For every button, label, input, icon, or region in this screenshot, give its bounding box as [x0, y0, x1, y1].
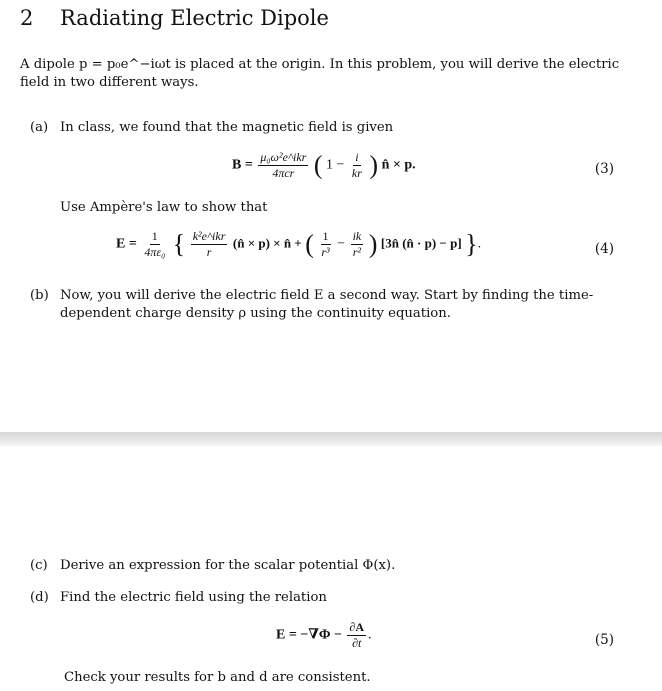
intro-line-2: field in two different ways. [20, 75, 199, 90]
eq3-fraction [258, 150, 308, 181]
eq4-open-brace: { [172, 229, 186, 259]
eq4-t2a-num: 1 [322, 229, 329, 243]
part-d-text: Find the electric field using the relation [60, 590, 327, 605]
eq3-paren-one: 1 − [325, 157, 345, 173]
part-b-line-2: dependent charge density ρ using the continuity equation. [60, 306, 451, 321]
eq4-t1-den: r [206, 245, 212, 259]
eq5-frac-num: ∂A [349, 620, 365, 634]
equation-5-number: (5) [594, 632, 614, 648]
eq3-inner-fraction [350, 150, 364, 181]
closing-text: Check your results for b and d are consistent. [64, 670, 371, 685]
eq3-lhs: B = [232, 157, 253, 173]
eq4-open-paren: ( [305, 229, 314, 259]
eq4-t2b-den: r² [352, 245, 362, 259]
eq3-inner-den: kr [351, 166, 362, 180]
eq3-inner-num: i [355, 150, 359, 164]
eq4-t2-rest: [3n̂ (n̂ · p) − p] [380, 235, 462, 251]
intro-line-1: A dipole p = p₀e^−iωt is placed at the origin. In this problem, you will derive the electric [20, 57, 620, 72]
part-a-label: (a) [30, 120, 49, 135]
equation-3 [232, 150, 416, 181]
eq4-t2b-num: ik [352, 229, 362, 243]
eq3-frac-den: 4πcr [272, 166, 295, 180]
eq5-fraction [347, 620, 366, 651]
equation-4-number: (4) [594, 241, 614, 257]
eq4-pre-num: 1 [151, 229, 158, 243]
eq3-open-paren: ( [313, 150, 323, 180]
eq4-close-brace: } [465, 229, 478, 259]
equation-4 [116, 229, 481, 260]
section-number: 2 [20, 6, 34, 30]
eq4-minus: − [337, 236, 346, 252]
eq4-term2b-fraction [351, 229, 364, 260]
eq4-term1-fraction [191, 229, 228, 260]
part-a-use-text: Use Ampère's law to show that [60, 200, 268, 215]
part-b-line-1: Now, you will derive the electric field E a second way. Start by finding the time- [60, 288, 594, 303]
section-title: Radiating Electric Dipole [60, 6, 329, 30]
eq4-end: . [477, 236, 482, 252]
part-b-label: (b) [30, 288, 49, 303]
eq3-close-paren: ) [369, 150, 379, 180]
eq5-end: . [368, 627, 372, 643]
eq4-t2a-den: r³ [321, 245, 330, 259]
eq4-pre-den: 4πε₀ [144, 245, 166, 259]
part-a-text: In class, we found that the magnetic field is given [60, 120, 394, 135]
eq5-frac-den: ∂t [352, 636, 362, 650]
eq3-rhs: n̂ × p. [381, 157, 416, 173]
eq5-lhs: E = −∇Φ − [276, 627, 342, 643]
page-divider [0, 432, 662, 446]
equation-3-number: (3) [594, 161, 614, 177]
eq4-lhs: E = [116, 236, 137, 252]
part-c-text: Derive an expression for the scalar potential Φ(x). [60, 558, 396, 573]
eq4-close-paren: ) [368, 229, 378, 259]
equation-5 [276, 620, 372, 651]
part-d-label: (d) [30, 590, 49, 605]
eq3-frac-num: μ₀ω²e^ikr [260, 150, 307, 164]
part-c-label: (c) [30, 558, 48, 573]
eq4-t1-num: k²e^ikr [192, 229, 226, 243]
eq4-t1-rest: (n̂ × p) × n̂ + [232, 235, 302, 251]
eq4-prefactor [142, 229, 167, 260]
eq4-term2a-fraction [319, 229, 331, 260]
